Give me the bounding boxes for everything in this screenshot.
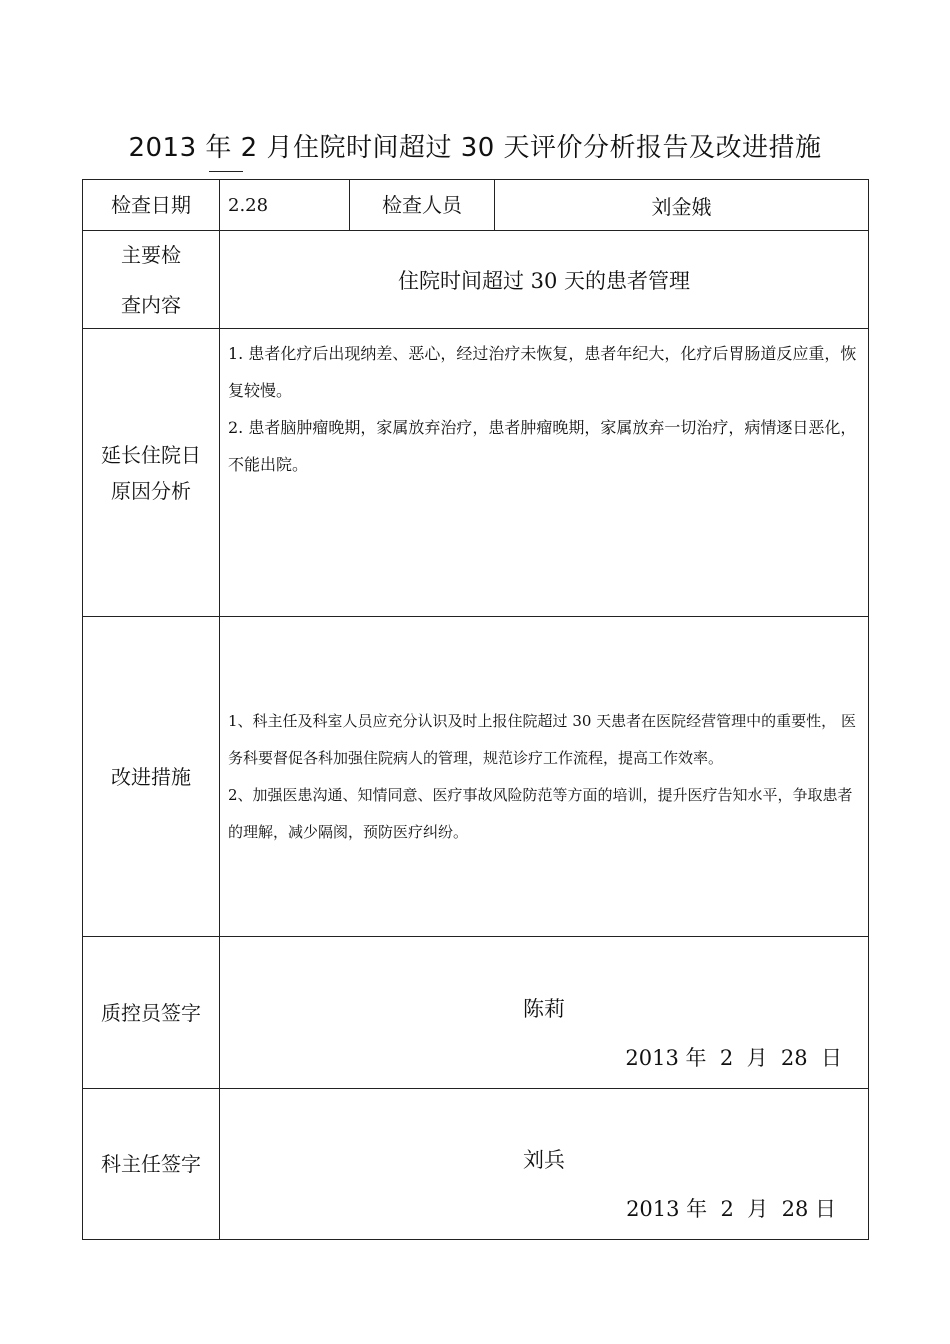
director-signature-cell xyxy=(220,1089,869,1240)
check-date-value: 2.28 xyxy=(220,180,350,231)
qc-signature-label: 质控员签字 xyxy=(83,937,220,1089)
improvement-item-2: 2、加强医患沟通、知情同意、医疗事故风险防范等方面的培训，提升医疗告知水平，争取患者的理解，减少隔阂，预防医疗纠纷。 xyxy=(228,785,853,841)
cause-analysis-label-line1: 延长住院日 xyxy=(101,442,201,467)
improvement-item-1: 1、科主任及科室人员应充分认识及时上报住院超过 30 天患者在医院经营管理中的重要性， 医务科要督促各科加强住院病人的管理，规范诊疗工作流程，提高工作效率。 xyxy=(228,711,856,767)
cause-analysis-content xyxy=(220,329,869,617)
inspector-value: 刘金娥 xyxy=(495,180,869,231)
row-improvement xyxy=(83,617,869,937)
qc-signature-name: 陈莉 xyxy=(523,997,565,1021)
qc-signature-date: 2013 年 2 月 28 日 xyxy=(625,1046,842,1070)
check-date-label: 检查日期 xyxy=(83,180,220,231)
improvement-content xyxy=(220,617,869,937)
main-content-value: 住院时间超过 30 天的患者管理 xyxy=(220,231,869,329)
row-director-signature xyxy=(83,1089,869,1240)
qc-signature-cell xyxy=(220,937,869,1089)
main-content-label-line1: 主要检 xyxy=(121,242,181,267)
page-title: 2013 年 2 月住院时间超过 30 天评价分析报告及改进措施 xyxy=(128,133,822,163)
qc-signature-block xyxy=(220,937,868,1088)
inspector-label: 检查人员 xyxy=(350,180,495,231)
cause-analysis-label-line2: 原因分析 xyxy=(111,478,191,503)
cause-analysis-label xyxy=(83,329,220,617)
row-qc-signature xyxy=(83,937,869,1089)
improvement-label: 改进措施 xyxy=(83,617,220,937)
title-underline-mark xyxy=(209,171,243,172)
main-content-label-line2: 查内容 xyxy=(121,292,181,317)
row-check-date xyxy=(83,180,869,231)
cause-item-2: 2. 患者脑肿瘤晚期，家属放弃治疗，患者肿瘤晚期，家属放弃一切治疗，病情逐日恶化，不能出院。 xyxy=(228,418,857,474)
cause-item-1: 1. 患者化疗后出现纳差、恶心，经过治疗未恢复，患者年纪大，化疗后胃肠道反应重，恢复较慢。 xyxy=(228,344,857,400)
main-content-label xyxy=(83,231,220,329)
director-signature-name: 刘兵 xyxy=(523,1148,565,1172)
director-signature-block xyxy=(220,1089,868,1239)
row-cause-analysis xyxy=(83,329,869,617)
director-signature-label: 科主任签字 xyxy=(83,1089,220,1240)
director-signature-date: 2013 年 2 月 28 日 xyxy=(626,1197,836,1221)
row-main-content xyxy=(83,231,869,329)
evaluation-table xyxy=(82,179,869,1240)
